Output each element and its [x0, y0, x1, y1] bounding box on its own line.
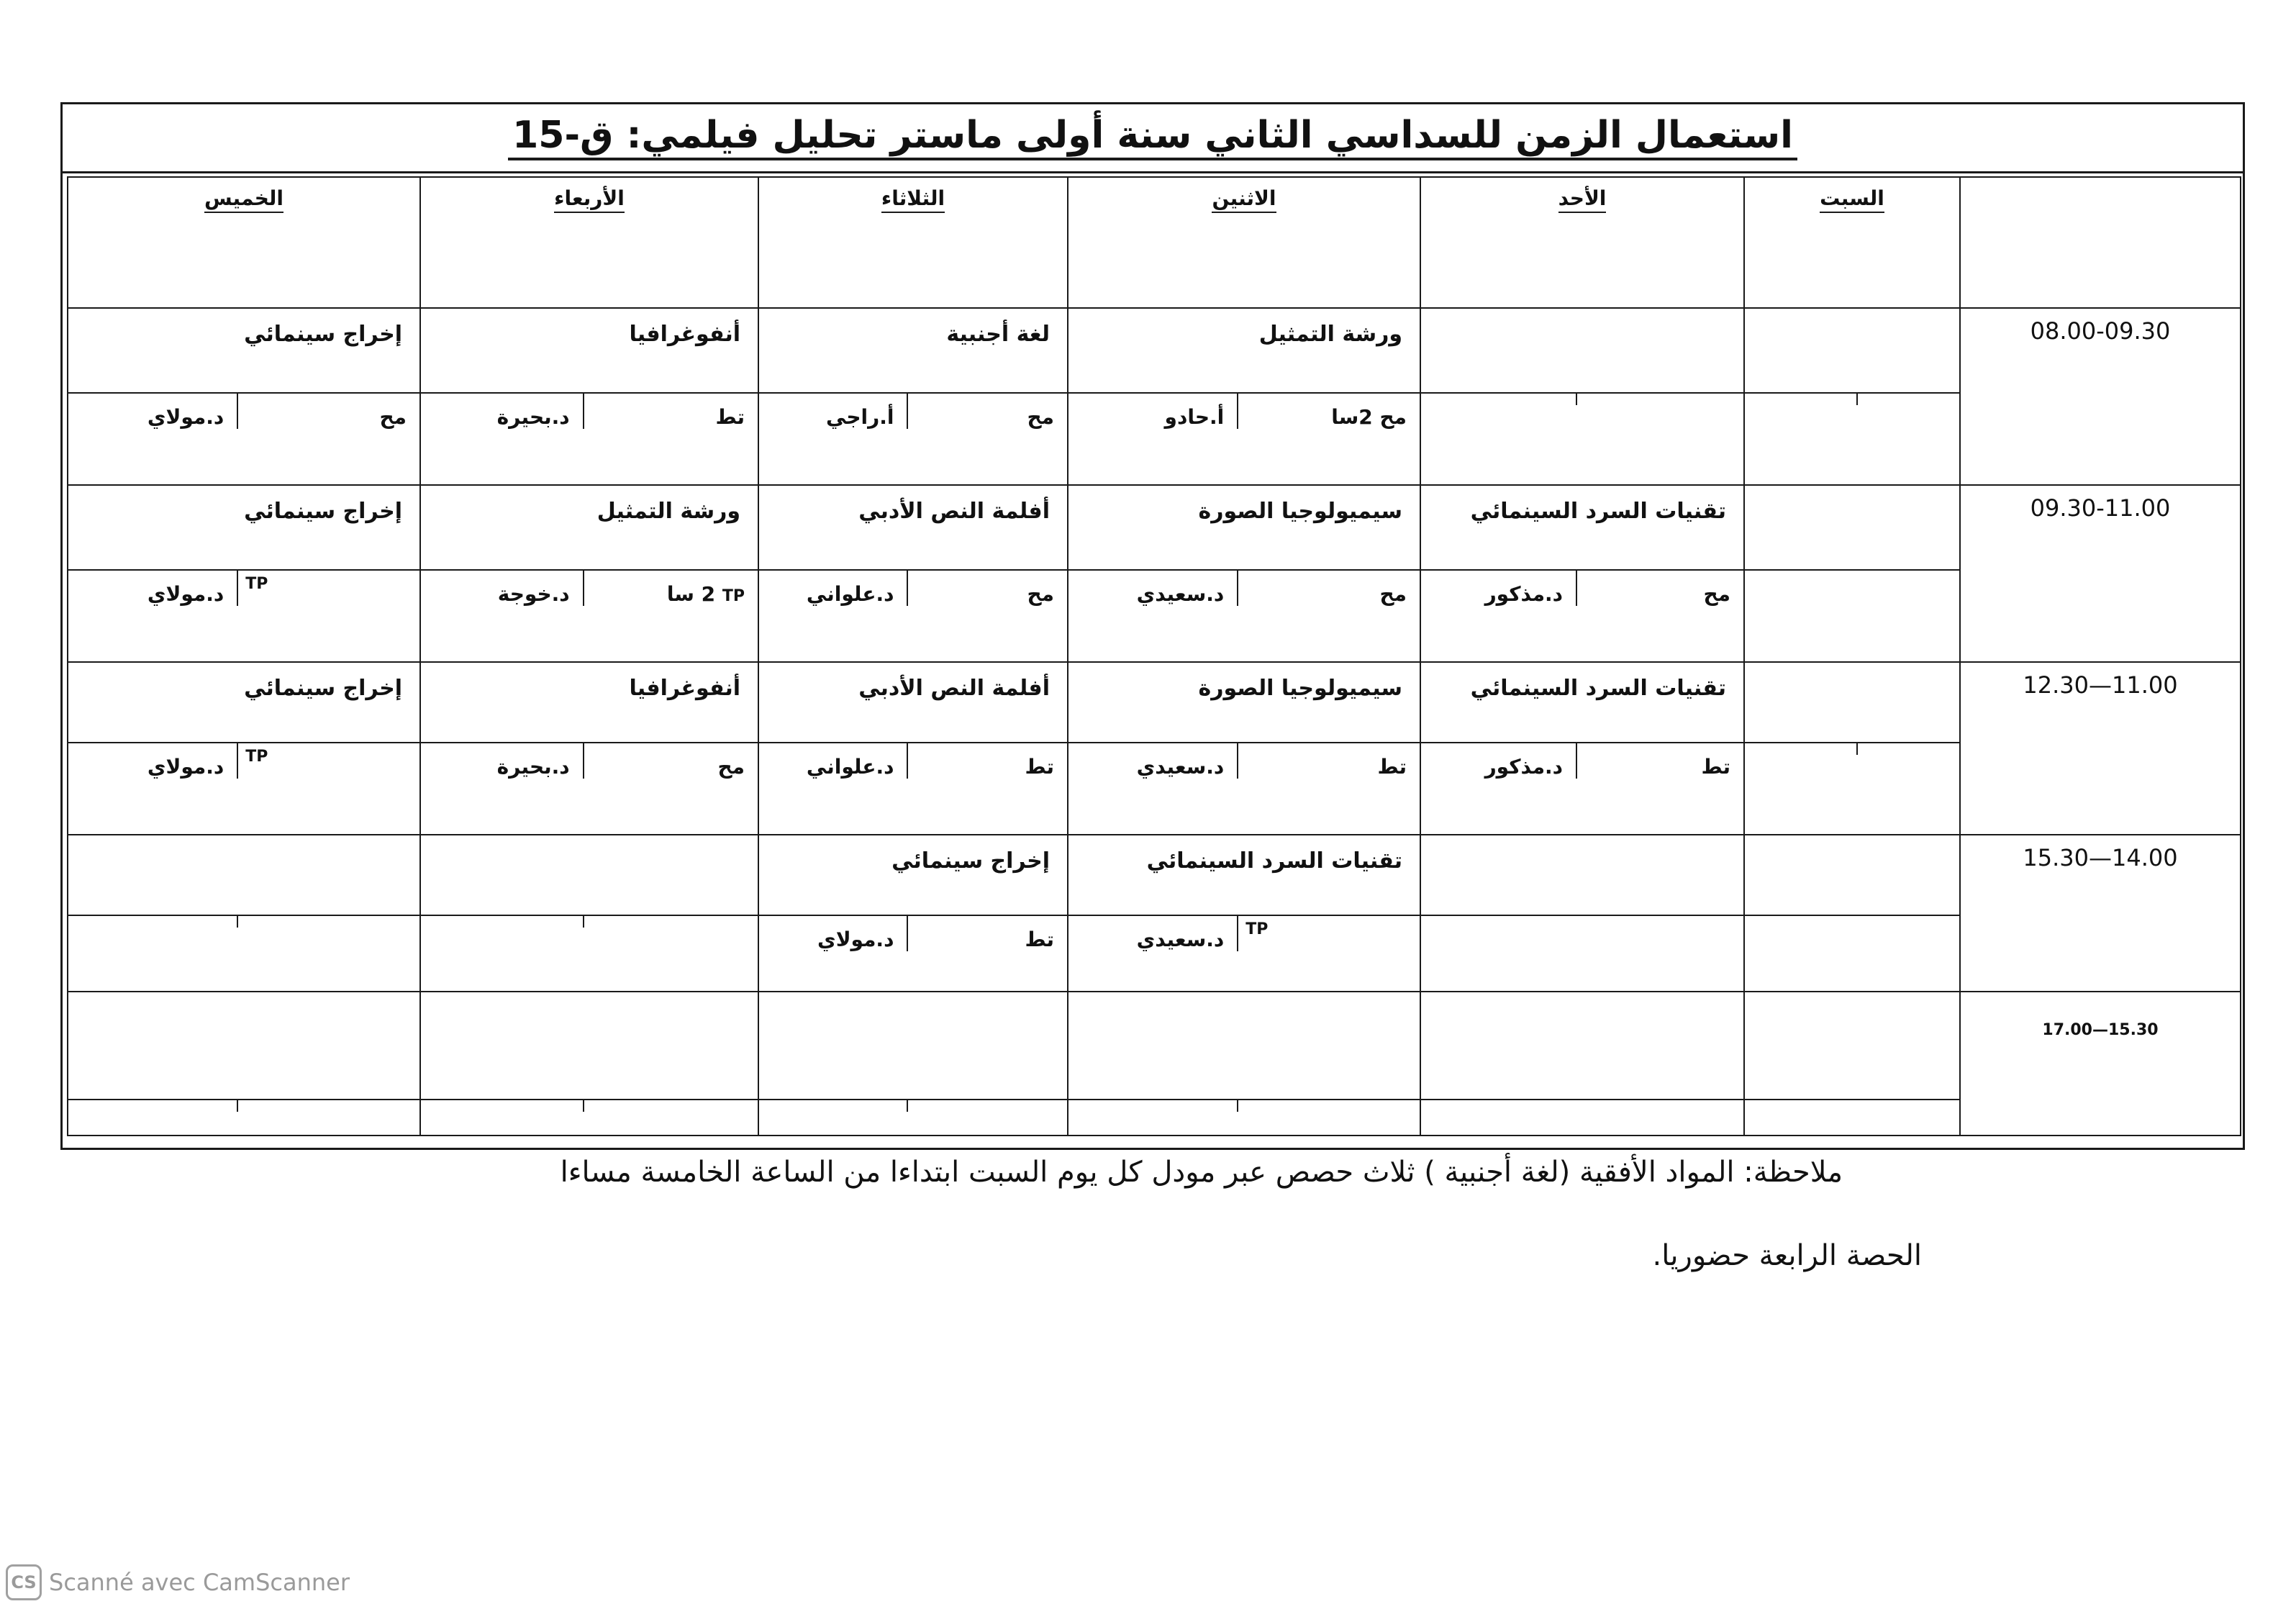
slot-4-sunday: [1420, 835, 1744, 915]
teacher-name: د.علواني: [806, 755, 894, 779]
slot-4-tuesday-detail: [758, 915, 1068, 992]
slot-4-details: [68, 915, 2241, 992]
slot-5-saturday-detail: [1744, 1100, 1960, 1136]
slot-3-saturday: [1744, 662, 1960, 743]
slot-3-subjects: [68, 662, 2241, 743]
slot-3-monday-subject: سيميولوجيا الصورة: [1068, 662, 1420, 743]
slot-2-tuesday-detail: [758, 570, 1068, 662]
tp-label: TP: [722, 587, 745, 605]
slot-1-thursday-detail: [68, 393, 420, 485]
session-type: مح: [1237, 571, 1420, 606]
note-line-1: ملاحظة: المواد الأفقية (لغة أجنبية ) ثلاث حصص عبر مودل كل يوم السبت ابتداءا من الساعة الخامسة مساءا: [560, 1156, 1843, 1189]
session-type: تط: [1576, 743, 1743, 779]
session-type: تط: [907, 916, 1067, 951]
slot-2-wednesday-subject: ورشة التمثيل: [420, 485, 758, 570]
tp-label: TP: [1245, 920, 1269, 938]
teacher-name: د.مولاي: [147, 755, 224, 779]
slot-4-time: 15.30—14.00: [1960, 835, 2241, 992]
header-row: [68, 177, 2241, 308]
slot-5-wednesday-detail: [420, 1100, 758, 1136]
slot-5-sunday: [1420, 992, 1744, 1100]
teacher-name: د.مولاي: [147, 582, 224, 606]
slot-5-details: [68, 1100, 2241, 1136]
timetable: [67, 176, 2241, 1136]
header-thursday: الخميس: [68, 177, 420, 308]
session-type: [237, 571, 419, 606]
slot-4-sunday-detail: [1420, 915, 1744, 992]
slot-5-thursday: [68, 992, 420, 1100]
header-wednesday: الأربعاء: [420, 177, 758, 308]
camscanner-watermark: [6, 1564, 350, 1600]
session-type: [1237, 916, 1420, 951]
teacher-name: د.سعيدي: [1136, 755, 1225, 779]
slot-1-thursday-subject: إخراج سينمائي: [68, 308, 420, 393]
slot-2-thursday-detail: [68, 570, 420, 662]
session-type: مح: [583, 743, 758, 779]
tp-label: TP: [245, 575, 268, 593]
session-type: مح: [907, 571, 1067, 606]
teacher-name: د.مولاي: [147, 405, 224, 429]
slot-5-monday: [1068, 992, 1420, 1100]
page-title: استعمال الزمن للسداسي الثاني سنة أولى ماستر تحليل فيلمي: ق-15: [508, 115, 1797, 160]
session-type: مح: [1576, 571, 1743, 606]
slot-1-details: [68, 393, 2241, 485]
teacher-name: د.سعيدي: [1136, 928, 1225, 951]
schedule-frame: [60, 102, 2245, 1150]
teacher-name: د.مذكور: [1484, 755, 1564, 779]
slot-5-tuesday: [758, 992, 1068, 1100]
slot-4-tuesday-subject: إخراج سينمائي: [758, 835, 1068, 915]
session-type: [583, 571, 758, 606]
header-tuesday: الثلاثاء: [758, 177, 1068, 308]
slot-2-subjects: [68, 485, 2241, 570]
slot-1-tuesday-detail: [758, 393, 1068, 485]
slot-3-saturday-detail: [1744, 743, 1960, 835]
slot-3-monday-detail: [1068, 743, 1420, 835]
slot-3-details: [68, 743, 2241, 835]
teacher-name: د.علواني: [806, 582, 894, 606]
header-sunday: الأحد: [1420, 177, 1744, 308]
slot-1-monday-detail: [1068, 393, 1420, 485]
slot-1-wednesday-subject: أنفوغرافيا: [420, 308, 758, 393]
slot-2-time: 09.30-11.00: [1960, 485, 2241, 662]
slot-2-monday-detail: [1068, 570, 1420, 662]
slot-1-saturday: [1744, 308, 1960, 393]
teacher-name: د.بحيرة: [496, 405, 570, 429]
slot-2-saturday-detail: [1744, 570, 1960, 662]
slot-2-details: [68, 570, 2241, 662]
slot-4-thursday-detail: [68, 915, 420, 992]
session-type: تط: [907, 743, 1067, 779]
teacher-name: د.بحيرة: [496, 755, 570, 779]
slot-2-thursday-subject: إخراج سينمائي: [68, 485, 420, 570]
session-type: مح: [907, 394, 1067, 429]
slot-2-wednesday-detail: [420, 570, 758, 662]
slot-5-saturday: [1744, 992, 1960, 1100]
slot-1-time: 08.00-09.30: [1960, 308, 2241, 485]
session-type: تط: [583, 394, 758, 429]
teacher-name: د.خوجة: [497, 582, 570, 606]
slot-2-tuesday-subject: أفلمة النص الأدبي: [758, 485, 1068, 570]
slot-5-wednesday: [420, 992, 758, 1100]
slot-1-monday-subject: ورشة التمثيل: [1068, 308, 1420, 393]
slot-4-monday-subject: تقنيات السرد السينمائي: [1068, 835, 1420, 915]
session-type: تط: [1237, 743, 1420, 779]
session-type: [237, 743, 419, 779]
watermark-text: Scanné avec CamScanner: [49, 1569, 350, 1596]
slot-5-subjects: [68, 992, 2241, 1100]
header-monday: الاثنين: [1068, 177, 1420, 308]
slot-1-sunday-detail: [1420, 393, 1744, 485]
slot-2-monday-subject: سيميولوجيا الصورة: [1068, 485, 1420, 570]
camscanner-logo-icon: CS: [6, 1564, 42, 1600]
slot-3-wednesday-subject: أنفوغرافيا: [420, 662, 758, 743]
hours-label: 2 سا: [666, 582, 716, 606]
tp-label: TP: [245, 748, 268, 766]
slot-4-wednesday: [420, 835, 758, 915]
teacher-name: د.مذكور: [1484, 582, 1564, 606]
title-bar: [63, 104, 2243, 173]
slot-4-wednesday-detail: [420, 915, 758, 992]
slot-4-subjects: [68, 835, 2241, 915]
slot-1-sunday-subject: [1420, 308, 1744, 393]
note-line-2: الحصة الرابعة حضوريا.: [1652, 1239, 1922, 1272]
slot-3-sunday-detail: [1420, 743, 1744, 835]
slot-5-sunday-detail: [1420, 1100, 1744, 1136]
slot-3-sunday-subject: تقنيات السرد السينمائي: [1420, 662, 1744, 743]
teacher-name: د.مولاي: [817, 928, 894, 951]
slot-4-saturday: [1744, 835, 1960, 915]
slot-1-wednesday-detail: [420, 393, 758, 485]
slot-4-thursday: [68, 835, 420, 915]
header-saturday: السبت: [1744, 177, 1960, 308]
slot-3-wednesday-detail: [420, 743, 758, 835]
session-type: مح 2سا: [1237, 394, 1420, 429]
slot-3-thursday-detail: [68, 743, 420, 835]
teacher-name: أ.حادو: [1164, 405, 1225, 429]
slot-5-tuesday-detail: [758, 1100, 1068, 1136]
slot-3-tuesday-detail: [758, 743, 1068, 835]
slot-5-thursday-detail: [68, 1100, 420, 1136]
session-type: مح: [237, 394, 419, 429]
slot-1-subjects: [68, 308, 2241, 393]
teacher-name: د.سعيدي: [1136, 582, 1225, 606]
slot-4-saturday-detail: [1744, 915, 1960, 992]
header-time: [1960, 177, 2241, 308]
teacher-name: أ.راجي: [825, 405, 894, 429]
slot-5-monday-detail: [1068, 1100, 1420, 1136]
slot-5-time: 17.00—15.30: [1960, 992, 2241, 1136]
slot-3-tuesday-subject: أفلمة النص الأدبي: [758, 662, 1068, 743]
slot-3-thursday-subject: إخراج سينمائي: [68, 662, 420, 743]
slot-4-monday-detail: [1068, 915, 1420, 992]
slot-2-saturday: [1744, 485, 1960, 570]
slot-2-sunday-detail: [1420, 570, 1744, 662]
slot-1-tuesday-subject: لغة أجنبية: [758, 308, 1068, 393]
slot-2-sunday-subject: تقنيات السرد السينمائي: [1420, 485, 1744, 570]
slot-3-time: 12.30—11.00: [1960, 662, 2241, 835]
slot-1-saturday-detail: [1744, 393, 1960, 485]
